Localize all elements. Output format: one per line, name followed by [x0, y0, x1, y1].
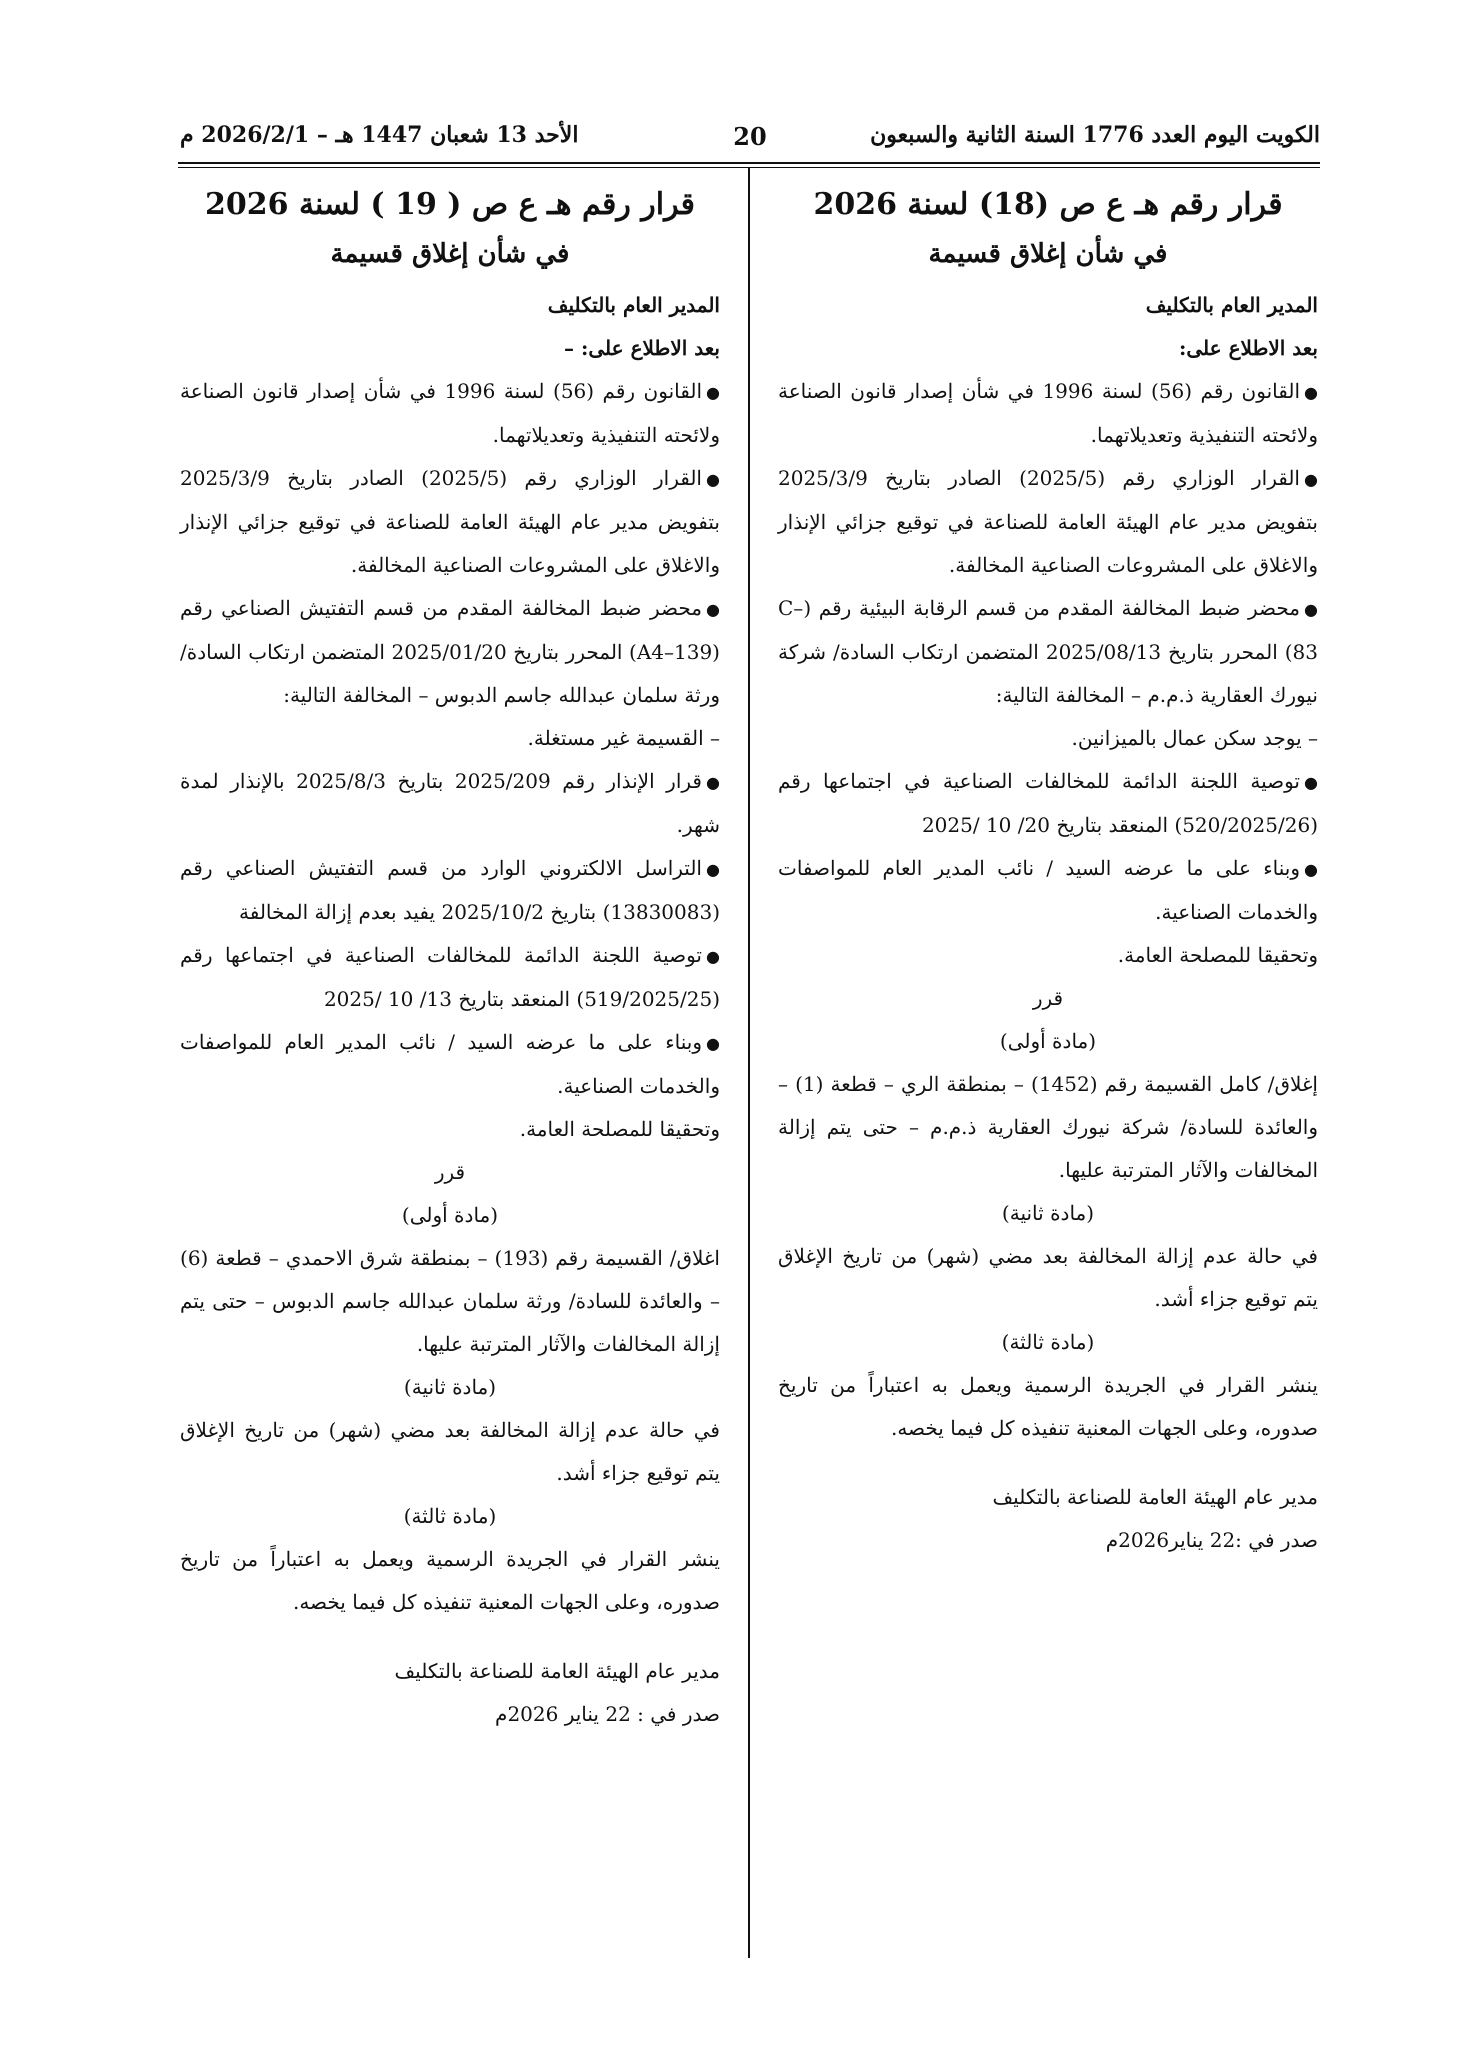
issuer: المدير العام بالتكليف: [1145, 293, 1318, 317]
header-rule: [178, 162, 1320, 164]
decision-title: قرار رقم هـ ع ص (18) لسنة 2026: [813, 187, 1283, 222]
article-3-text: ينشر القرار في الجريدة الرسمية ويعمل به اعتباراً من تاريخ صدوره، وعلى الجهات المعنية تنفيذه كل فيما يخصه.: [180, 1547, 720, 1614]
recital-item: ●التراسل الالكتروني الوارد من قسم التفتيش الصناعي رقم (13830083) بتاريخ 2025/10/2 يفيد بعدم إزالة المخالفة: [180, 856, 720, 924]
article-1-heading: (مادة أولى): [401, 1203, 499, 1227]
publication-info: الكويت اليوم العدد 1776 السنة الثانية والسبعون: [870, 122, 1320, 148]
decision-subtitle: في شأن إغلاق قسيمة: [330, 239, 570, 269]
recital-item: ●القانون رقم (56) لسنة 1996 في شأن إصدار قانون الصناعة ولائحته التنفيذية وتعديلاتهما.: [180, 379, 721, 447]
article-2-heading: (مادة ثانية): [1001, 1201, 1095, 1225]
public-interest: وتحقيقا للمصلحة العامة.: [1117, 943, 1318, 967]
recital-item: ●محضر ضبط المخالفة المقدم من قسم الرقابة البيئية رقم (C–83) المحرر بتاريخ 2025/08/13 المتضمن ارتكاب السادة/ شركة نيورك العقارية ذ.م.م – المخالفة التالية:: [778, 596, 1318, 707]
recital-item: ●توصية اللجنة الدائمة للمخالفات الصناعية في اجتماعها رقم (520/2025/26) المنعقد بتاريخ 20/ 10 /2025: [778, 769, 1318, 837]
recital-item: ●قرار الإنذار رقم 2025/209 بتاريخ 2025/8/3 بالإنذار لمدة شهر.: [180, 769, 720, 837]
article-3-text: ينشر القرار في الجريدة الرسمية ويعمل به اعتباراً من تاريخ صدوره، وعلى الجهات المعنية تنفيذه كل فيما يخصه.: [778, 1373, 1318, 1440]
issue-date-line: صدر في :22 يناير2026م: [1105, 1528, 1318, 1552]
signatory: مدير عام الهيئة العامة للصناعة بالتكليف: [992, 1485, 1318, 1509]
article-1-text: إغلاق/ كامل القسيمة رقم (1452) – بمنطقة الري – قطعة (1) – والعائدة للسادة/ شركة نيورك العقارية ذ.م.م – حتى يتم إزالة المخالفات والآثار المترتبة عليها.: [778, 1072, 1318, 1182]
preamble: بعد الاطلاع على: –: [564, 336, 720, 360]
signatory: مدير عام الهيئة العامة للصناعة بالتكليف: [394, 1659, 720, 1683]
column-divider: [748, 168, 750, 1958]
article-2-text: في حالة عدم إزالة المخالفة بعد مضي (شهر) من تاريخ الإغلاق يتم توقيع جزاء أشد.: [180, 1418, 720, 1485]
issue-date: الأحد 13 شعبان 1447 هـ – 2026/2/1 م: [180, 122, 579, 148]
decided-heading: قرر: [1032, 986, 1064, 1010]
violation-text: – القسيمة غير مستغلة.: [527, 726, 720, 750]
decided-heading: قرر: [434, 1160, 466, 1184]
recital-item: ●القرار الوزاري رقم (2025/5) الصادر بتاريخ 2025/3/9 بتفويض مدير عام الهيئة العامة للصناعة في توقيع جزائي الإنذار والاغلاق على المشروعات الصناعية المخالفة.: [778, 466, 1318, 577]
article-3-heading: (مادة ثالثة): [1001, 1330, 1095, 1354]
article-1-heading: (مادة أولى): [999, 1029, 1097, 1053]
public-interest: وتحقيقا للمصلحة العامة.: [519, 1117, 720, 1141]
article-2-text: في حالة عدم إزالة المخالفة بعد مضي (شهر) من تاريخ الإغلاق يتم توقيع جزاء أشد.: [778, 1244, 1318, 1311]
issue-date-line: صدر في : 22 يناير 2026م: [495, 1702, 720, 1726]
recital-item: ●وبناء على ما عرضه السيد / نائب المدير العام للمواصفات والخدمات الصناعية.: [778, 856, 1318, 924]
recital-item: ●وبناء على ما عرضه السيد / نائب المدير العام للمواصفات والخدمات الصناعية.: [180, 1030, 720, 1098]
decision-19-column: [180, 182, 720, 1736]
article-2-heading: (مادة ثانية): [403, 1375, 497, 1399]
recital-item: ●القانون رقم (56) لسنة 1996 في شأن إصدار قانون الصناعة ولائحته التنفيذية وتعديلاتهما.: [778, 379, 1319, 447]
decision-18-column: [778, 182, 1318, 1562]
article-1-text: اغلاق/ القسيمة رقم (193) – بمنطقة شرق الاحمدي – قطعة (6) – والعائدة للسادة/ ورثة سلمان عبدالله جاسم الدبوس – حتى يتم إزالة المخالفات والآثار المترتبة عليها.: [180, 1246, 720, 1356]
page-header: [180, 122, 1320, 162]
decision-title: قرار رقم هـ ع ص ( 19 ) لسنة 2026: [205, 187, 695, 222]
decision-subtitle: في شأن إغلاق قسيمة: [928, 239, 1168, 269]
article-3-heading: (مادة ثالثة): [403, 1504, 497, 1528]
violation-text: – يوجد سكن عمال بالميزانين.: [1071, 726, 1318, 750]
recital-item: ●محضر ضبط المخالفة المقدم من قسم التفتيش الصناعي رقم (A4–139) المحرر بتاريخ 2025/01/20 المتضمن ارتكاب السادة/ ورثة سلمان عبدالله جاسم الدبوس – المخالفة التالية:: [180, 596, 720, 707]
recital-item: ●القرار الوزاري رقم (2025/5) الصادر بتاريخ 2025/3/9 بتفويض مدير عام الهيئة العامة للصناعة في توقيع جزائي الإنذار والاغلاق على المشروعات الصناعية المخالفة.: [180, 466, 720, 577]
recital-item: ●توصية اللجنة الدائمة للمخالفات الصناعية في اجتماعها رقم (519/2025/25) المنعقد بتاريخ 13/ 10 /2025: [180, 943, 720, 1011]
page-number: 20: [733, 122, 767, 151]
preamble: بعد الاطلاع على:: [1179, 336, 1318, 360]
issuer: المدير العام بالتكليف: [547, 293, 720, 317]
